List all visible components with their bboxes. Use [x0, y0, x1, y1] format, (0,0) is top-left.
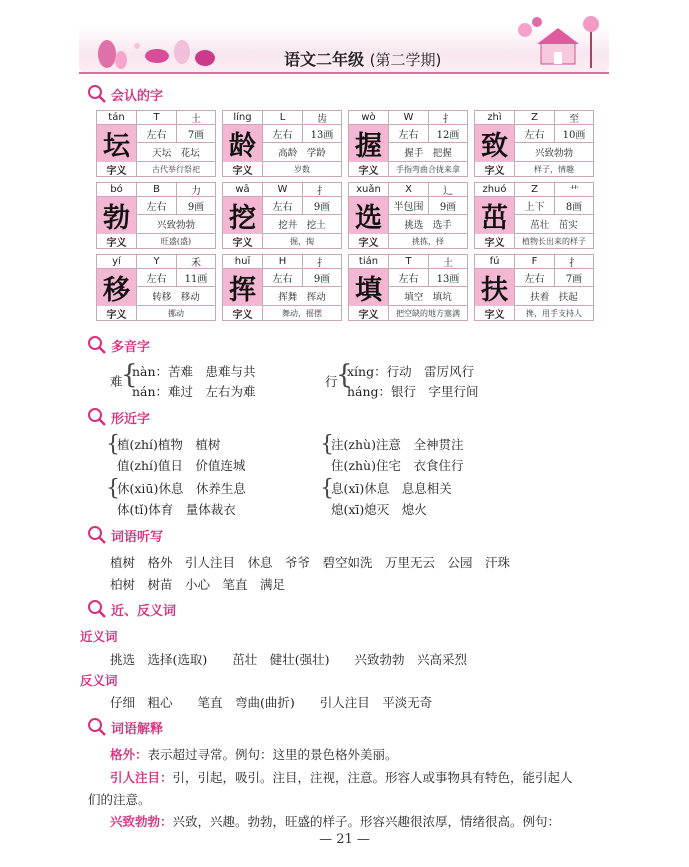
stroke-count: 9画 — [187, 202, 205, 213]
meaning-label: 字义 — [223, 306, 263, 321]
polyphone-reading: nàn：苦难 患难与共 — [132, 364, 256, 379]
meaning-label: 字义 — [475, 306, 515, 321]
meaning-label: 字义 — [475, 234, 515, 249]
structure: 左右 — [515, 269, 555, 286]
card-structure-row — [389, 269, 467, 287]
meaning: 把空缺的地方塞满 — [396, 309, 460, 318]
radical: 力 — [191, 186, 201, 197]
structure: 半包围 — [389, 197, 429, 214]
polyphone-char: 难 — [110, 374, 123, 389]
section-recognize — [86, 83, 163, 105]
structure: 左右 — [137, 269, 177, 286]
pinyin: huī — [223, 255, 263, 268]
polyphone-reading: xíng：行动 雷厉风行 — [347, 364, 475, 379]
radical: 土 — [443, 258, 453, 269]
card-meaning-row — [349, 306, 467, 321]
pinyin: xuǎn — [349, 183, 389, 196]
hanzi-character: 坛 — [97, 125, 137, 162]
stroke-count: 7画 — [565, 274, 583, 285]
card-pinyin-row — [475, 255, 593, 269]
character-card — [348, 110, 468, 177]
meaning-label: 字义 — [97, 306, 137, 321]
character-card — [96, 182, 216, 249]
brace: { — [320, 476, 334, 501]
initial-letter: T — [389, 255, 429, 268]
explanation-term: 引人注目： — [110, 770, 173, 785]
magnifier-icon — [86, 524, 108, 546]
pinyin: bó — [97, 183, 137, 196]
antonym-list: 仔细 粗心 笔直 弯曲(曲折) 引人注目 平淡无奇 — [110, 695, 433, 710]
section-title: 词语解释 — [111, 721, 164, 737]
stroke-count: 9画 — [439, 202, 457, 213]
example-words: 填空 填坑 — [389, 287, 467, 306]
page-header — [79, 10, 609, 85]
similar-pair: 息(xī)休息 息息相关 — [331, 481, 452, 496]
pinyin: fú — [475, 255, 515, 268]
card-pinyin-row — [223, 255, 341, 269]
radical: 扌 — [317, 186, 327, 197]
example-words: 高龄 学龄 — [263, 143, 341, 162]
radical: 扌 — [569, 258, 579, 269]
section-explanations — [86, 716, 163, 738]
dictation-words: 植树 格外 引人注目 休息 爷爷 碧空如洗 万里无云 公园 汗珠 — [110, 555, 511, 570]
stroke-count: 9画 — [313, 274, 331, 285]
pinyin: wā — [223, 183, 263, 196]
meaning: 掘，掏 — [290, 237, 314, 246]
card-meaning-row — [97, 306, 215, 321]
similar-pair: 注(zhù)注意 全神贯注 — [331, 437, 464, 452]
magnifier-icon — [86, 334, 108, 356]
structure: 左右 — [515, 125, 555, 142]
example-words: 兴致勃勃 — [137, 215, 215, 234]
structure: 左右 — [137, 197, 177, 214]
meaning-label: 字义 — [349, 162, 389, 177]
meaning: 样子，情趣 — [534, 165, 574, 174]
card-pinyin-row — [475, 183, 593, 197]
stroke-count: 7画 — [187, 130, 205, 141]
dictation-words: 柏树 树苗 小心 笔直 满足 — [110, 577, 286, 592]
explanation-text: 表示超过寻常。例句：这里的景色格外美丽。 — [147, 747, 398, 762]
meaning: 古代举行祭祀 — [152, 165, 200, 174]
structure: 左右 — [263, 269, 303, 286]
initial-letter: Y — [137, 255, 177, 268]
card-structure-row — [137, 125, 215, 143]
similar-pair: 休(xiū)休息 休养生息 — [117, 481, 246, 496]
hanzi-character: 挖 — [223, 197, 263, 234]
character-card — [96, 110, 216, 177]
explanation-continuation: 们的注意。 — [88, 792, 151, 807]
card-meaning-row — [223, 234, 341, 249]
radical: 扌 — [317, 258, 327, 269]
structure: 左右 — [263, 197, 303, 214]
meaning-label: 字义 — [223, 162, 263, 177]
structure: 左右 — [389, 125, 429, 142]
hanzi-character: 勃 — [97, 197, 137, 234]
card-structure-row — [137, 197, 215, 215]
character-card — [222, 182, 342, 249]
synonym-list: 挑选 选择(选取) 茁壮 健壮(强壮) 兴致勃勃 兴高采烈 — [110, 652, 468, 667]
card-pinyin-row — [349, 111, 467, 125]
house-decoration-icon — [511, 10, 606, 74]
pinyin: wò — [349, 111, 389, 124]
stroke-count: 13画 — [310, 130, 334, 141]
pinyin: líng — [223, 111, 263, 124]
character-card — [474, 254, 594, 321]
radical: 齿 — [317, 114, 327, 125]
polyphone-reading: háng：银行 字里行间 — [347, 384, 479, 399]
example-words: 握手 把握 — [389, 143, 467, 162]
example-words: 挥舞 挥动 — [263, 287, 341, 306]
initial-letter: Z — [515, 183, 555, 196]
example-words: 挖井 挖土 — [263, 215, 341, 234]
character-card — [222, 254, 342, 321]
character-cards — [96, 110, 594, 326]
card-structure-row — [263, 125, 341, 143]
meaning: 旺盛(盛) — [160, 237, 192, 246]
example-words: 天坛 花坛 — [137, 143, 215, 162]
card-structure-row — [515, 197, 593, 215]
antonym-label: 反义词 — [80, 673, 118, 688]
section-title: 形近字 — [111, 411, 151, 427]
semester-label: (第二学期) — [369, 51, 442, 69]
meaning: 舞动，摇摆 — [282, 309, 322, 318]
structure: 左右 — [389, 269, 429, 286]
section-title: 多音字 — [111, 339, 151, 355]
card-pinyin-row — [223, 111, 341, 125]
initial-letter: F — [515, 255, 555, 268]
hanzi-character: 龄 — [223, 125, 263, 162]
initial-letter: H — [263, 255, 303, 268]
structure: 上下 — [515, 197, 555, 214]
similar-pair: 植(zhí)植物 植树 — [117, 437, 221, 452]
card-row — [96, 182, 594, 249]
section-dictation — [86, 524, 163, 546]
initial-letter: T — [137, 111, 177, 124]
explanation-entry — [110, 812, 560, 830]
example-words: 挑选 选手 — [389, 215, 467, 234]
similar-pair: 值(zhí)值日 价值连城 — [117, 458, 246, 473]
explanation-entry — [110, 745, 398, 763]
meaning-label: 字义 — [97, 162, 137, 177]
meaning-label: 字义 — [223, 234, 263, 249]
radical: 土 — [191, 114, 201, 125]
radical: 辶 — [443, 186, 453, 197]
page-number: — 21 — — [319, 832, 370, 847]
pinyin: tán — [97, 111, 137, 124]
card-pinyin-row — [97, 183, 215, 197]
pinyin: zhuó — [475, 183, 515, 196]
pinyin: zhì — [475, 111, 515, 124]
section-title: 词语听写 — [111, 529, 164, 545]
initial-letter: Z — [515, 111, 555, 124]
structure: 左右 — [137, 125, 177, 142]
stroke-count: 9画 — [313, 202, 331, 213]
card-structure-row — [389, 197, 467, 215]
magnifier-icon — [86, 716, 108, 738]
hanzi-character: 移 — [97, 269, 137, 306]
book-title: 语文二年级 — [284, 50, 365, 69]
similar-pair: 体(tǐ)体育 量体裁衣 — [117, 502, 236, 517]
stroke-count: 11画 — [184, 274, 208, 285]
card-meaning-row — [475, 162, 593, 177]
brace: { — [320, 432, 334, 457]
card-meaning-row — [475, 234, 593, 249]
brace: { — [121, 360, 138, 390]
brace: { — [336, 360, 353, 390]
section-synonyms-antonyms — [86, 598, 176, 620]
stroke-count: 10画 — [562, 130, 586, 141]
polyphone-reading: nán：难过 左右为难 — [132, 384, 256, 399]
magnifier-icon — [86, 83, 108, 105]
meaning-label: 字义 — [349, 234, 389, 249]
explanation-text: 兴致，兴趣。勃勃，旺盛的样子。形容兴趣很浓厚，情绪很高。例句： — [172, 814, 561, 829]
card-pinyin-row — [97, 111, 215, 125]
hanzi-character: 茁 — [475, 197, 515, 234]
character-card — [222, 110, 342, 177]
hanzi-character: 扶 — [475, 269, 515, 306]
meaning: 手指弯曲合拢来拿 — [396, 165, 460, 174]
example-words: 转移 移动 — [137, 287, 215, 306]
meaning: 岁数 — [294, 165, 310, 174]
hanzi-character: 致 — [475, 125, 515, 162]
hanzi-character: 选 — [349, 197, 389, 234]
magnifier-icon — [86, 598, 108, 620]
hanzi-character: 握 — [349, 125, 389, 162]
polyphone-char: 行 — [325, 374, 338, 389]
character-card — [348, 182, 468, 249]
card-structure-row — [263, 269, 341, 287]
section-similar — [86, 406, 150, 428]
stroke-count: 13画 — [436, 274, 460, 285]
pinyin: tián — [349, 255, 389, 268]
pinyin: yí — [97, 255, 137, 268]
card-row — [96, 254, 594, 321]
header-title — [284, 47, 441, 70]
stroke-count: 8画 — [565, 202, 583, 213]
meaning-label: 字义 — [349, 306, 389, 321]
card-structure-row — [515, 125, 593, 143]
stroke-count: 12画 — [436, 130, 460, 141]
meaning: 挑拣，择 — [412, 237, 444, 246]
card-meaning-row — [97, 234, 215, 249]
character-card — [96, 254, 216, 321]
section-title: 会认的字 — [111, 88, 164, 104]
structure: 左右 — [263, 125, 303, 142]
initial-letter: X — [389, 183, 429, 196]
similar-pair: 住(zhù)住宅 衣食住行 — [331, 458, 464, 473]
hanzi-character: 填 — [349, 269, 389, 306]
initial-letter: W — [263, 183, 303, 196]
character-card — [474, 182, 594, 249]
card-meaning-row — [349, 234, 467, 249]
card-structure-row — [515, 269, 593, 287]
card-pinyin-row — [349, 255, 467, 269]
example-words: 茁壮 茁实 — [515, 215, 593, 234]
card-structure-row — [263, 197, 341, 215]
card-meaning-row — [223, 162, 341, 177]
meaning: 植物长出来的样子 — [522, 237, 586, 246]
radical: 禾 — [191, 258, 201, 269]
radical: 扌 — [443, 114, 453, 125]
explanation-term: 格外： — [110, 747, 148, 762]
radical: 至 — [569, 114, 579, 125]
meaning: 挪动 — [168, 309, 184, 318]
section-title: 近、反义词 — [111, 603, 177, 619]
card-pinyin-row — [349, 183, 467, 197]
meaning-label: 字义 — [97, 234, 137, 249]
example-words: 扶着 扶起 — [515, 287, 593, 306]
magnifier-icon — [86, 406, 108, 428]
explanation-entry — [110, 768, 573, 786]
card-pinyin-row — [223, 183, 341, 197]
explanation-term: 兴致勃勃： — [110, 814, 173, 829]
card-pinyin-row — [97, 255, 215, 269]
card-structure-row — [137, 269, 215, 287]
initial-letter: W — [389, 111, 429, 124]
card-meaning-row — [97, 162, 215, 177]
card-pinyin-row — [475, 111, 593, 125]
card-structure-row — [389, 125, 467, 143]
brace: { — [106, 476, 120, 501]
card-meaning-row — [475, 306, 593, 321]
brace: { — [106, 432, 120, 457]
initial-letter: L — [263, 111, 303, 124]
initial-letter: B — [137, 183, 177, 196]
card-meaning-row — [223, 306, 341, 321]
flower-decoration-icon — [87, 32, 217, 72]
card-meaning-row — [349, 162, 467, 177]
radical: 艹 — [569, 186, 579, 197]
character-card — [348, 254, 468, 321]
explanation-text: 引，引起，吸引。注目，注视，注意。形容人或事物具有特色，能引起人 — [172, 770, 573, 785]
meaning-label: 字义 — [475, 162, 515, 177]
synonym-label: 近义词 — [80, 629, 118, 644]
card-row — [96, 110, 594, 177]
section-polyphone — [86, 334, 150, 356]
example-words: 兴致勃勃 — [515, 143, 593, 162]
character-card — [474, 110, 594, 177]
similar-pair: 熄(xī)熄灭 熄火 — [331, 502, 427, 517]
hanzi-character: 挥 — [223, 269, 263, 306]
meaning: 搀，用手支持人 — [526, 309, 582, 318]
